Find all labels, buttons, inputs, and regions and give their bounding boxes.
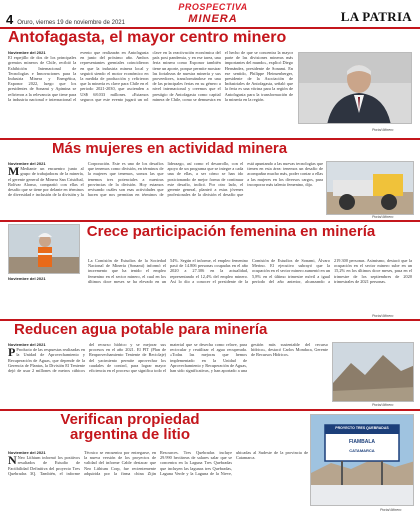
- mine-truck-photo-icon: [327, 162, 414, 215]
- divider-2: [0, 220, 420, 222]
- article-4-photo: [332, 342, 414, 402]
- article-5-dropcap: N: [8, 453, 17, 468]
- article-4-caption: Portal Minero: [372, 403, 394, 407]
- section-logo-line1: PROSPECTIVA: [178, 2, 248, 12]
- article-1-body: [8, 50, 293, 138]
- article-4-body: [8, 342, 328, 406]
- article-4-headline: Reducen agua potable para minería: [14, 321, 268, 338]
- article-3-headline: Crece participación femenina en minería: [86, 223, 376, 240]
- sign-line1: PROYECTO TRES QUEBRADAS: [335, 426, 389, 430]
- article-2-headline: Más mujeres en actividad minera: [52, 140, 288, 157]
- article-4-text: Producto de las respuestas realizadas en la Unidad de Aprovechamiento y Recuperación de Aguas, que depende de la Gerencia de Plantas, la División El Teniente dejó de usar 2 millones de metros cúbicos del recurso hídrico y se mejorar sus procesos en el año 2021. El PIT (Plan de Reaprovechamiento Teniente de Reciclaje) del yacimiento permite aprovechar los caudales de control, para lograr mayor eficiencia en el proceso que significa todo el material que se desecha como relave, para recircular y reutilizar el agua recuperada. «Todas las mejoras que hemos implementado en la Unidad de Aprovechamiento y Recuperación de Aguas, han sido significativas, y han aportado a una gestión más sustentable del recurso hídrico», destacó Carlos Mondaca, Gerente de Recursos Hídricos.: [8, 342, 328, 374]
- header-left: [6, 12, 125, 27]
- article-3-columns: [88, 258, 412, 314]
- article-3-text: La Comisión de Estudios de la Sociedad Nacional de Minería (Sonami) informó el incremento que ha tenido el empleo femenino en el sector minero, el cual en los últimos doce meses se ha elevado en un 54%. Según el informe, el empleo femenino pasó de 14.806 personas ocupadas en el año 2020 a 27.306 en la actualidad, representando el 12,4% del empleo minero. Así lo dio a conocer el presidente de la Comisión de Estudios de Sonami, Álvaro Merino. El ejecutivo subrayó que la ocupación en el sector minero aumentó en un 5,8% en el último trimestre móvil a igual período del año anterior, alcanzando a 219.300 personas. Asimismo, destacó que la ocupación en el sector minero sube en un 15,2% en los últimos doce meses, pasa en el trimestre de los septiembres de 2020 trimestrales de 2021 personas.: [88, 258, 412, 284]
- article-5-headline: Verifican propiedad argentina de litio: [60, 411, 200, 444]
- article-3-col-left: [8, 276, 84, 314]
- article-2-text: Mediante un encuentro junto al grupo de trabajadoras de la minería, el gerente general de Minera San Cristóbal, Bolívar Alonso, compartió con ellas el desafío que se tiene por delante en términos de diversidad e inclusión de la división y la Corporación. Este es uno de los desafíos que tenemos como división, en términos de la mujeres que tenemos, somos las que tenemos tres potenciales a nuestras provincias de la división. Hoy estamos revisando cuáles son esas actividades que hacen que nos permitan en términos de liderazgo, así como el desarrollo, con el apoyo de un programa que se integre a cada una de ellas, a ser cómo se han ido posicionando de mejor forma de continuar este desafío, indicó. Por otro lado, el gerente general, planteó a estas jóvenes profesionales de la división el desafío que está apuntando a las nuevas tecnologías que tienen en esta área: tenemos un desafío de acompañar mucho más, poder contar a ellas a las mujeres en los diversos cargos, para incorporar más talento femenino, dijo.: [8, 161, 323, 198]
- article-4-dropcap: P: [8, 345, 16, 360]
- section-logo: [158, 2, 268, 26]
- article-1-headline: Antofagasta, el mayor centro minero: [8, 29, 287, 46]
- article-5-dateline: Noviembre del 2021: [8, 450, 46, 455]
- article-5-body-wrap: [8, 450, 310, 517]
- article-1-caption: Portal Minero: [372, 128, 394, 132]
- article-5-body: [8, 450, 308, 517]
- article-4-dateline: Noviembre del 2021: [8, 342, 46, 347]
- article-5-text: Neo Lithium informó los positivos resultados de Estudio de Factibilidad Definitiva del proyecto Tres Quebradas 3Q. También, el informe Técnico se encuentra por entregarse, en la nueva versión de los proyectos de validad del informe Cable destacar que Neo Lithium Corp, fue recientemente adquirida por la firma china Zijin Resources. Tres Quebradas incluye 29.990 hectáreas de salares salar que se concentra en la Laguna Tres Quebradas que incluyen las lagunas tres Quebradas, Laguna Verde y la Laguna de la Nieve, ubicadas al Sudeste de la provincia de Catamarca.: [8, 450, 308, 476]
- article-2-body: [8, 161, 323, 219]
- article-1-text: El espejillo de dos de los principales gremios mineros de Chile, recibió la Exhibición Internacional de Tecnologías e Innovaciones para la Industria Minera y Energética, Exponor 2022, luego que los presidentes de Sonami y Apimina se refirieron a la relevancia que tiene para la industria nacional e internacional el evento que realizarán en Antofagasta en junio del próximo año. Ambos representantes gremiales coincidieron en que la industria minera local y seguirá siendo el motor económico en la medida de producción y refirieron que la minería es clave para Chile en el periodo 2021-2030, que ascienden a US$ 68.033 millones. «Estamos seguros que este evento jugará un rol clave en la reactivación económica del país post pandemia, y en ese tarea, una feria minera como Exponor también tiene un aporte, porque permite mostrar las fortalezas de nuestra minería y sus proveedores, transformándose en una de las principales ferias en su género a nivel internacional y creemos que el prestigio de Antofagasta como capital minera de Chile, como se demuestra en el hecho de que se concentra la mayor parte de las divisiones mineras más importantes del mundo», explicó Diego Hernández, presidente de Sonami. En ese sentido, Philippe Heinsenberger, presidente de la Asociación de Industriales de Antofagasta, señaló que la feria es una vitrina para la región de Antofagasta para la transformación de la minería en la región.: [8, 50, 293, 102]
- mountain-photo-icon: [333, 343, 414, 402]
- article-5-caption: Portal Minero: [380, 508, 402, 512]
- article-2-caption: Portal Minero: [372, 215, 394, 219]
- article-1-photo: [298, 52, 412, 124]
- newspaper-name: LA PATRIA: [340, 9, 412, 24]
- header-date: Oruro, viernes 19 de noviembre de 2021: [17, 20, 125, 26]
- sign-line3: CATAMARCA: [349, 448, 375, 453]
- article-2-dateline: Noviembre del 2021: [8, 161, 46, 166]
- section-logo-line2: MINERA: [188, 13, 238, 25]
- article-3-body-wrap: [8, 258, 412, 314]
- article-3-dateline: Noviembre del 2021: [8, 276, 46, 281]
- article-2-dropcap: M: [8, 164, 20, 179]
- article-3-caption: Portal Minero: [372, 314, 394, 318]
- article-1-dateline: Noviembre del 2021: [8, 50, 46, 55]
- portrait-photo-icon: [299, 53, 412, 124]
- article-2-photo: [326, 161, 414, 215]
- page-number: 4: [6, 12, 14, 27]
- article-5-photo: [310, 414, 414, 506]
- page-header: [0, 0, 420, 26]
- sign-line2: FIAMBALA: [348, 439, 376, 445]
